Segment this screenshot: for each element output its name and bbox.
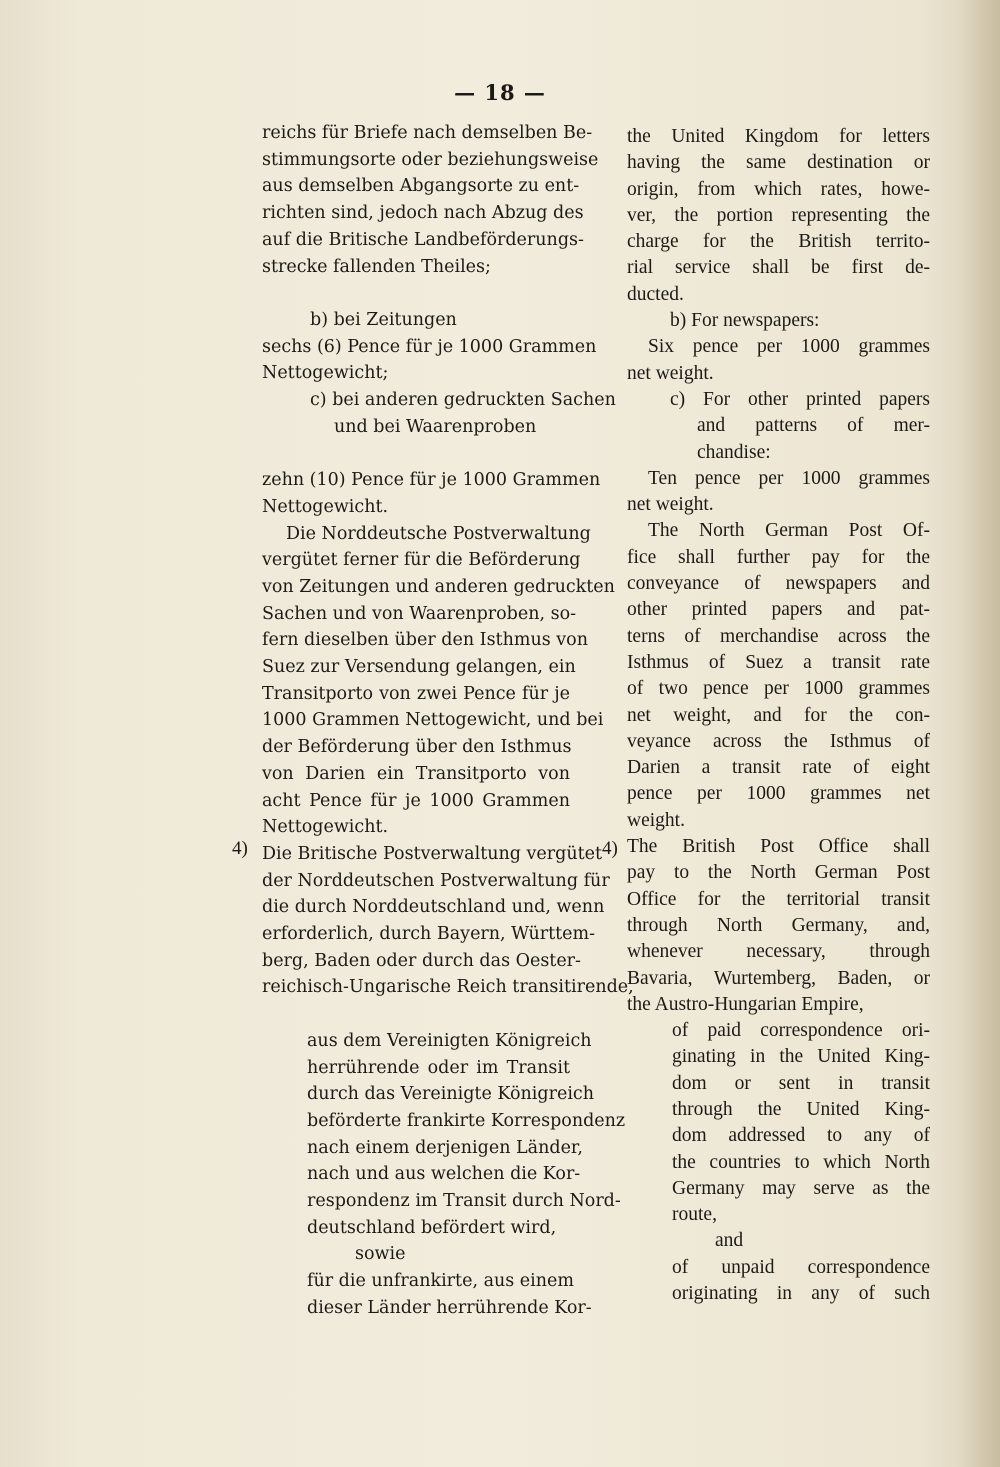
- english-line: through the United King-: [672, 1098, 930, 1120]
- paragraph-number-de: 4): [232, 838, 248, 859]
- english-line: veyance across the Isthmus of: [627, 730, 930, 752]
- german-line: b) bei Zeitungen: [310, 309, 457, 330]
- english-line: ver, the portion representing the: [627, 204, 930, 226]
- german-line: sowie: [355, 1244, 406, 1265]
- english-line: Germany may serve as the: [672, 1177, 930, 1199]
- english-line: pay to the North German Post: [627, 862, 930, 884]
- german-line: beförderte frankirte Korrespondenz: [307, 1110, 626, 1131]
- english-line: fice shall further pay for the: [627, 546, 930, 568]
- german-line: zehn (10) Pence für je 1000 Grammen: [262, 470, 601, 491]
- german-line: aus demselben Abgangsorte zu ent-: [262, 176, 580, 197]
- english-column: [627, 124, 930, 1307]
- english-line: The British Post Office shall: [627, 836, 930, 858]
- english-line: through North Germany, and,: [627, 914, 930, 936]
- german-line: der Beförderung über den Isthmus: [262, 737, 572, 758]
- german-line: nach einem derjenigen Länder,: [307, 1137, 583, 1158]
- german-line: Transitporto von zwei Pence für je: [262, 683, 570, 704]
- german-line: der Norddeutschen Postverwaltung für: [262, 870, 610, 891]
- english-line: having the same destination or: [627, 152, 930, 174]
- german-line: Die Britische Postverwaltung vergütet: [262, 843, 603, 864]
- english-line: weight.: [627, 809, 685, 831]
- german-line: auf die Britische Landbeförderungs-: [262, 229, 584, 250]
- german-line: von Zeitungen und anderen gedruckten: [262, 576, 615, 597]
- english-line: rial service shall be first de-: [627, 257, 930, 279]
- english-line: conveyance of newspapers and: [627, 573, 930, 595]
- german-line: acht Pence für je 1000 Grammen: [262, 790, 570, 811]
- german-line: von Darien ein Transitporto von: [262, 763, 570, 784]
- english-line: of paid correspondence ori-: [672, 1020, 930, 1042]
- english-line: of unpaid correspondence: [672, 1256, 930, 1278]
- german-line: aus dem Vereinigten Königreich: [307, 1030, 592, 1051]
- english-line: the countries to which North: [672, 1151, 930, 1173]
- paragraph-number-en: 4): [602, 838, 618, 859]
- page-number: — 18 —: [454, 80, 546, 105]
- german-line: nach und aus welchen die Kor-: [307, 1164, 581, 1185]
- english-line: of two pence per 1000 grammes: [627, 678, 930, 700]
- german-line: Sachen und von Waarenproben, so-: [262, 603, 577, 624]
- german-line: respondenz im Transit durch Nord-: [307, 1191, 621, 1212]
- english-line: ginating in the United King-: [672, 1046, 930, 1068]
- german-line: und bei Waarenproben: [334, 416, 537, 437]
- english-line: pence per 1000 grammes net: [627, 783, 930, 805]
- german-line: sechs (6) Pence für je 1000 Grammen: [262, 336, 597, 357]
- german-line: erforderlich, durch Bayern, Württem-: [262, 924, 596, 945]
- english-line: dom or sent in transit: [672, 1072, 930, 1094]
- english-line: net weight.: [627, 362, 714, 384]
- english-line: Isthmus of Suez a transit rate: [627, 651, 930, 673]
- english-line: ducted.: [627, 283, 684, 305]
- german-line: Nettogewicht.: [262, 817, 389, 838]
- english-line: net weight.: [627, 494, 714, 516]
- english-line: route,: [672, 1204, 717, 1226]
- german-line: berg, Baden oder durch das Oester-: [262, 950, 581, 971]
- german-line: c) bei anderen gedruckten Sachen: [310, 390, 616, 411]
- german-line: Nettogewicht.: [262, 496, 389, 517]
- german-line: deutschland befördert wird,: [307, 1217, 557, 1238]
- english-line: c) For other printed papers: [670, 388, 930, 410]
- english-line: whenever necessary, through: [627, 941, 930, 963]
- english-line: and: [715, 1230, 744, 1252]
- english-line: other printed papers and pat-: [627, 599, 930, 621]
- german-line: reichs für Briefe nach demselben Be-: [262, 123, 593, 143]
- german-line: 1000 Grammen Nettogewicht, und bei: [262, 710, 604, 731]
- english-line: Six pence per 1000 grammes: [648, 336, 930, 358]
- german-line: durch das Vereinigte Königreich: [307, 1084, 594, 1105]
- english-line: dom addressed to any of: [672, 1125, 930, 1147]
- german-line: fern dieselben über den Isthmus von: [262, 630, 588, 651]
- german-spacer: [262, 280, 570, 307]
- german-line: Nettogewicht;: [262, 363, 389, 384]
- page-edge-shadow: [960, 0, 1000, 1467]
- english-line: origin, from which rates, howe-: [627, 178, 930, 200]
- english-line: chandise:: [697, 441, 771, 463]
- english-line: Ten pence per 1000 grammes: [648, 467, 930, 489]
- german-line: für die unfrankirte, aus einem: [307, 1271, 574, 1292]
- german-column: [262, 120, 634, 1322]
- german-line: dieser Länder herrührende Kor-: [307, 1297, 592, 1318]
- german-line: vergütet ferner für die Beförderung: [262, 550, 581, 571]
- english-line: The North German Post Of-: [648, 520, 930, 542]
- german-line: stimmungsorte oder beziehungsweise: [262, 149, 599, 170]
- english-line: the Austro-Hungarian Empire,: [627, 993, 864, 1015]
- english-line: b) For newspapers:: [670, 310, 820, 332]
- german-line: strecke fallenden Theiles;: [262, 256, 491, 277]
- english-line: charge for the British territo-: [627, 231, 930, 253]
- english-line: terns of merchandise across the: [627, 625, 930, 647]
- german-spacer: [262, 1001, 570, 1028]
- english-line: Office for the territorial transit: [627, 888, 930, 910]
- german-line: Suez zur Versendung gelangen, ein: [262, 657, 576, 678]
- german-line: Die Norddeutsche Postverwaltung: [286, 523, 591, 544]
- english-line: the United Kingdom for letters: [627, 126, 930, 147]
- english-line: originating in any of such: [672, 1283, 930, 1305]
- english-line: net weight, and for the con-: [627, 704, 930, 726]
- german-line: herrührende oder im Transit: [307, 1057, 570, 1078]
- english-line: and patterns of mer-: [697, 415, 930, 437]
- english-line: Bavaria, Wurtemberg, Baden, or: [627, 967, 930, 989]
- german-line: reichisch-Ungarische Reich transitirende,: [262, 977, 634, 998]
- english-line: Darien a transit rate of eight: [627, 757, 930, 779]
- german-line: richten sind, jedoch nach Abzug des: [262, 203, 584, 224]
- german-line: die durch Norddeutschland und, wenn: [262, 897, 605, 918]
- german-spacer: [262, 440, 570, 467]
